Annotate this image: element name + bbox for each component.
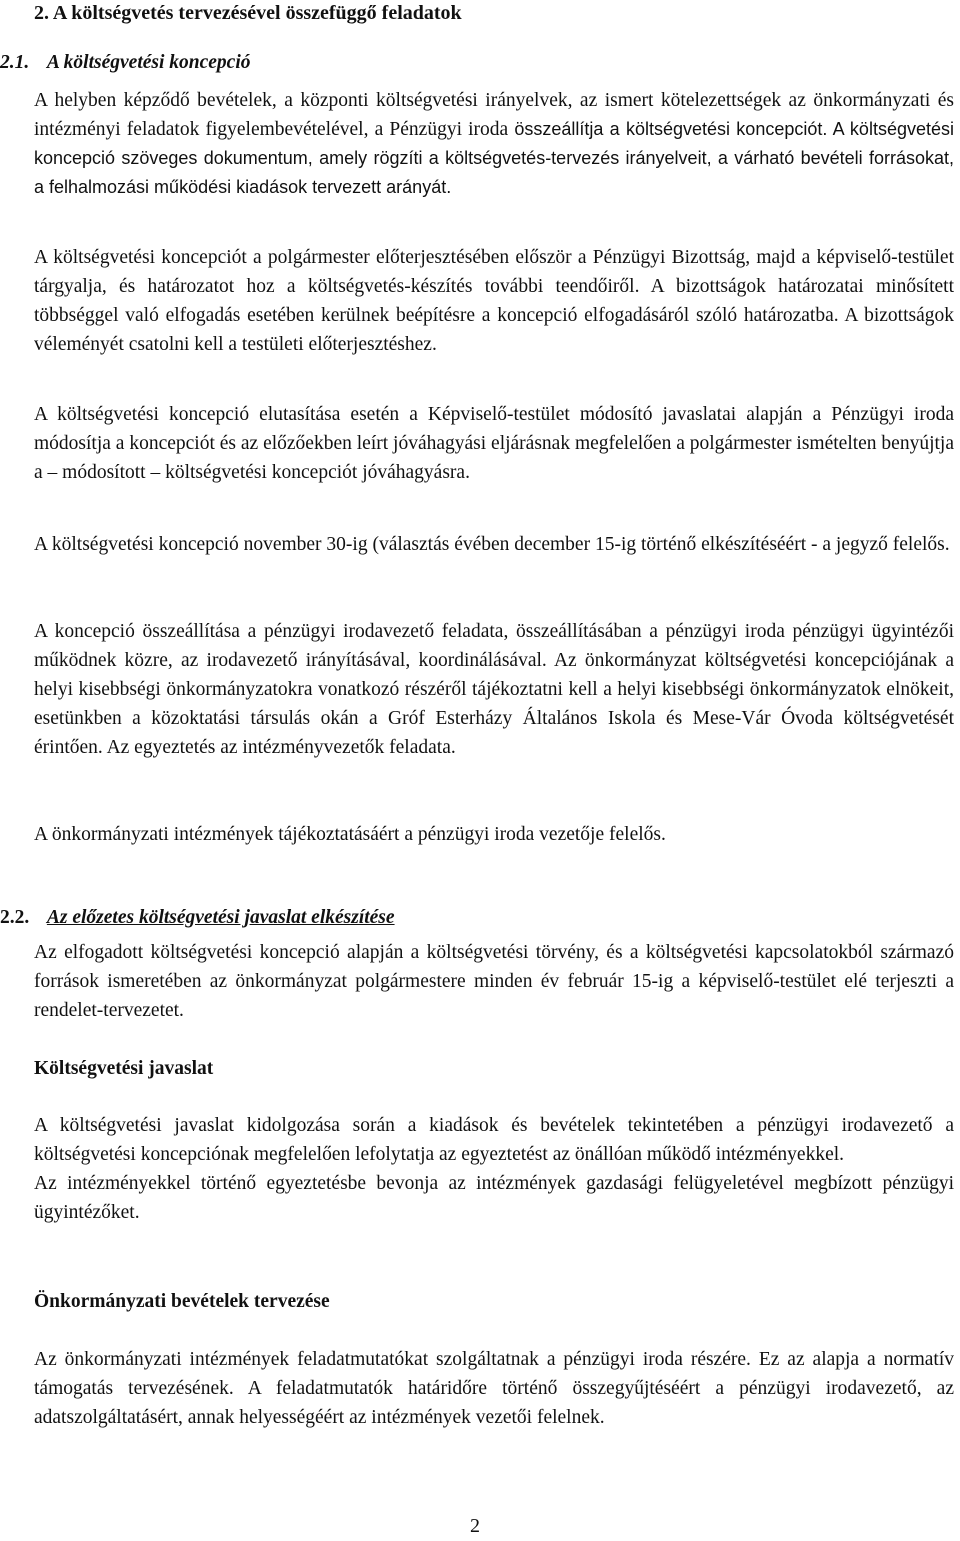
- heading-bevetelek-tervezese: [34, 1287, 954, 1316]
- subsection-2-2-heading: [0, 903, 954, 932]
- paragraph-koncepcio-intro: [34, 86, 954, 202]
- subsection-2-1-heading: [0, 48, 954, 77]
- paragraph-elfogadott-koncepcio: [34, 938, 954, 1025]
- paragraph-feladatmutatok: [34, 1345, 954, 1432]
- heading-text: Költségvetési javaslat: [34, 1058, 214, 1079]
- subsection-title: A költségvetési koncepció: [46, 52, 251, 73]
- paragraph-text: összeállítja a költségvetési koncepciót. A költségvetési koncepció szöveges dokumentum, amely rögzíti a költségvetés-tervezés irányelveit, a várható bevételi forrásokat, a felhalmozási működési kiadások tervezett arányát.: [34, 119, 954, 197]
- paragraph-text: A költségvetési koncepció november 30-ig (választás évében december 15-ig történő elkészítéséért - a jegyző felelős.: [34, 534, 950, 555]
- paragraph-text: Az önkormányzati intézmények feladatmutatókat szolgáltatnak a pénzügyi iroda részére. Ez az alapja a normatív támogatás tervezésének. A feladatmutatók határidőre történő összegyűjtéséért a pénzügyi irodavezető, az adatszolgáltatásért, annak helyességéért az intézmények vezetői felelnek.: [34, 1349, 954, 1428]
- paragraph-text: A önkormányzati intézmények tájékoztatásáért a pénzügyi iroda vezetője felelős.: [34, 824, 666, 845]
- heading-koltsegvetesi-javaslat: [34, 1054, 954, 1083]
- paragraph-elutasitas: [34, 400, 954, 487]
- subsection-number: 2.2.: [0, 907, 30, 928]
- paragraph-tajekoztatas: [34, 820, 954, 849]
- paragraph-text: Az intézményekkel történő egyeztetésbe bevonja az intézmények gazdasági felügyeletével megbízott pénzügyi ügyintézőket.: [34, 1173, 954, 1223]
- paragraph-text: A költségvetési koncepció elutasítása esetén a Képviselő-testület módosító javaslatai alapján a Pénzügyi iroda módosítja a koncepciót és az előzőekben leírt jóváhagyási eljárásnak megfelelően a polgármester ismételten benyújtja a – módosított – költségvetési koncepciót jóváhagyásra.: [34, 404, 954, 483]
- heading-text: Önkormányzati bevételek tervezése: [34, 1291, 330, 1312]
- paragraph-targyalas: [34, 243, 954, 359]
- paragraph-text: A költségvetési koncepciót a polgármester előterjesztésében először a Pénzügyi Bizottság, majd a képviselő-testület tárgyalja, és határozatot hoz a költségvetés-készítés további teendőiről. A bizottságok határozatai minősített többséggel való elfogadás esetében kerülnek beépítésre a koncepció elfogadásáról szóló határozatba. A bizottságok véleményét csatolni kell a testületi előterjesztéshez.: [34, 247, 954, 355]
- paragraph-hatarido: [34, 530, 954, 559]
- subsection-number: 2.1.: [0, 52, 30, 73]
- paragraph-osszeallitas: [34, 617, 954, 762]
- paragraph-text: Az elfogadott költségvetési koncepció alapján a költségvetési törvény, és a költségvetési kapcsolatokból származó források ismeretében az önkormányzat polgármestere minden év február 15-ig a képviselő-testület elé terjeszti a rendelet-tervezetet.: [34, 942, 954, 1021]
- paragraph-text: A költségvetési javaslat kidolgozása során a kiadások és bevételek tekintetében a pénzügyi irodavezető a költségvetési koncepciónak megfelelően lefolytatja az egyeztetést az önállóan működő intézményekkel.: [34, 1115, 954, 1165]
- section-title: 2. A költségvetés tervezésével összefüggő feladatok: [34, 2, 462, 24]
- page-number: 2: [470, 1515, 480, 1537]
- paragraph-text: A koncepció összeállítása a pénzügyi irodavezető feladata, összeállításában a pénzügyi iroda pénzügyi ügyintézői működnek közre, az irodavezető irányításával, koordinálásával. Az önkormányzat költségvetési koncepciójának a helyi kisebbségi önkormányzatokra vonatkozó részéről tájékoztatni kell a helyi kisebbségi önkormányzatok elnökeit, esetünkben a közoktatási társulás okán a Gróf Esterházy Általános Iskola és Mese-Vár Óvoda költségvetését érintően. Az egyeztetés az intézményvezetők feladata.: [34, 621, 954, 758]
- paragraph-text: A helyben képződő bevételek, a központi költségvetési irányelvek, az ismert kötelezettségek az önkormányzati és intézményi feladatok figyelembevételével, a Pénzügyi iroda: [34, 90, 954, 140]
- subsection-title: Az előzetes költségvetési javaslat elkészítése: [46, 907, 395, 928]
- paragraph-javaslat-kidolgozas: [34, 1111, 954, 1227]
